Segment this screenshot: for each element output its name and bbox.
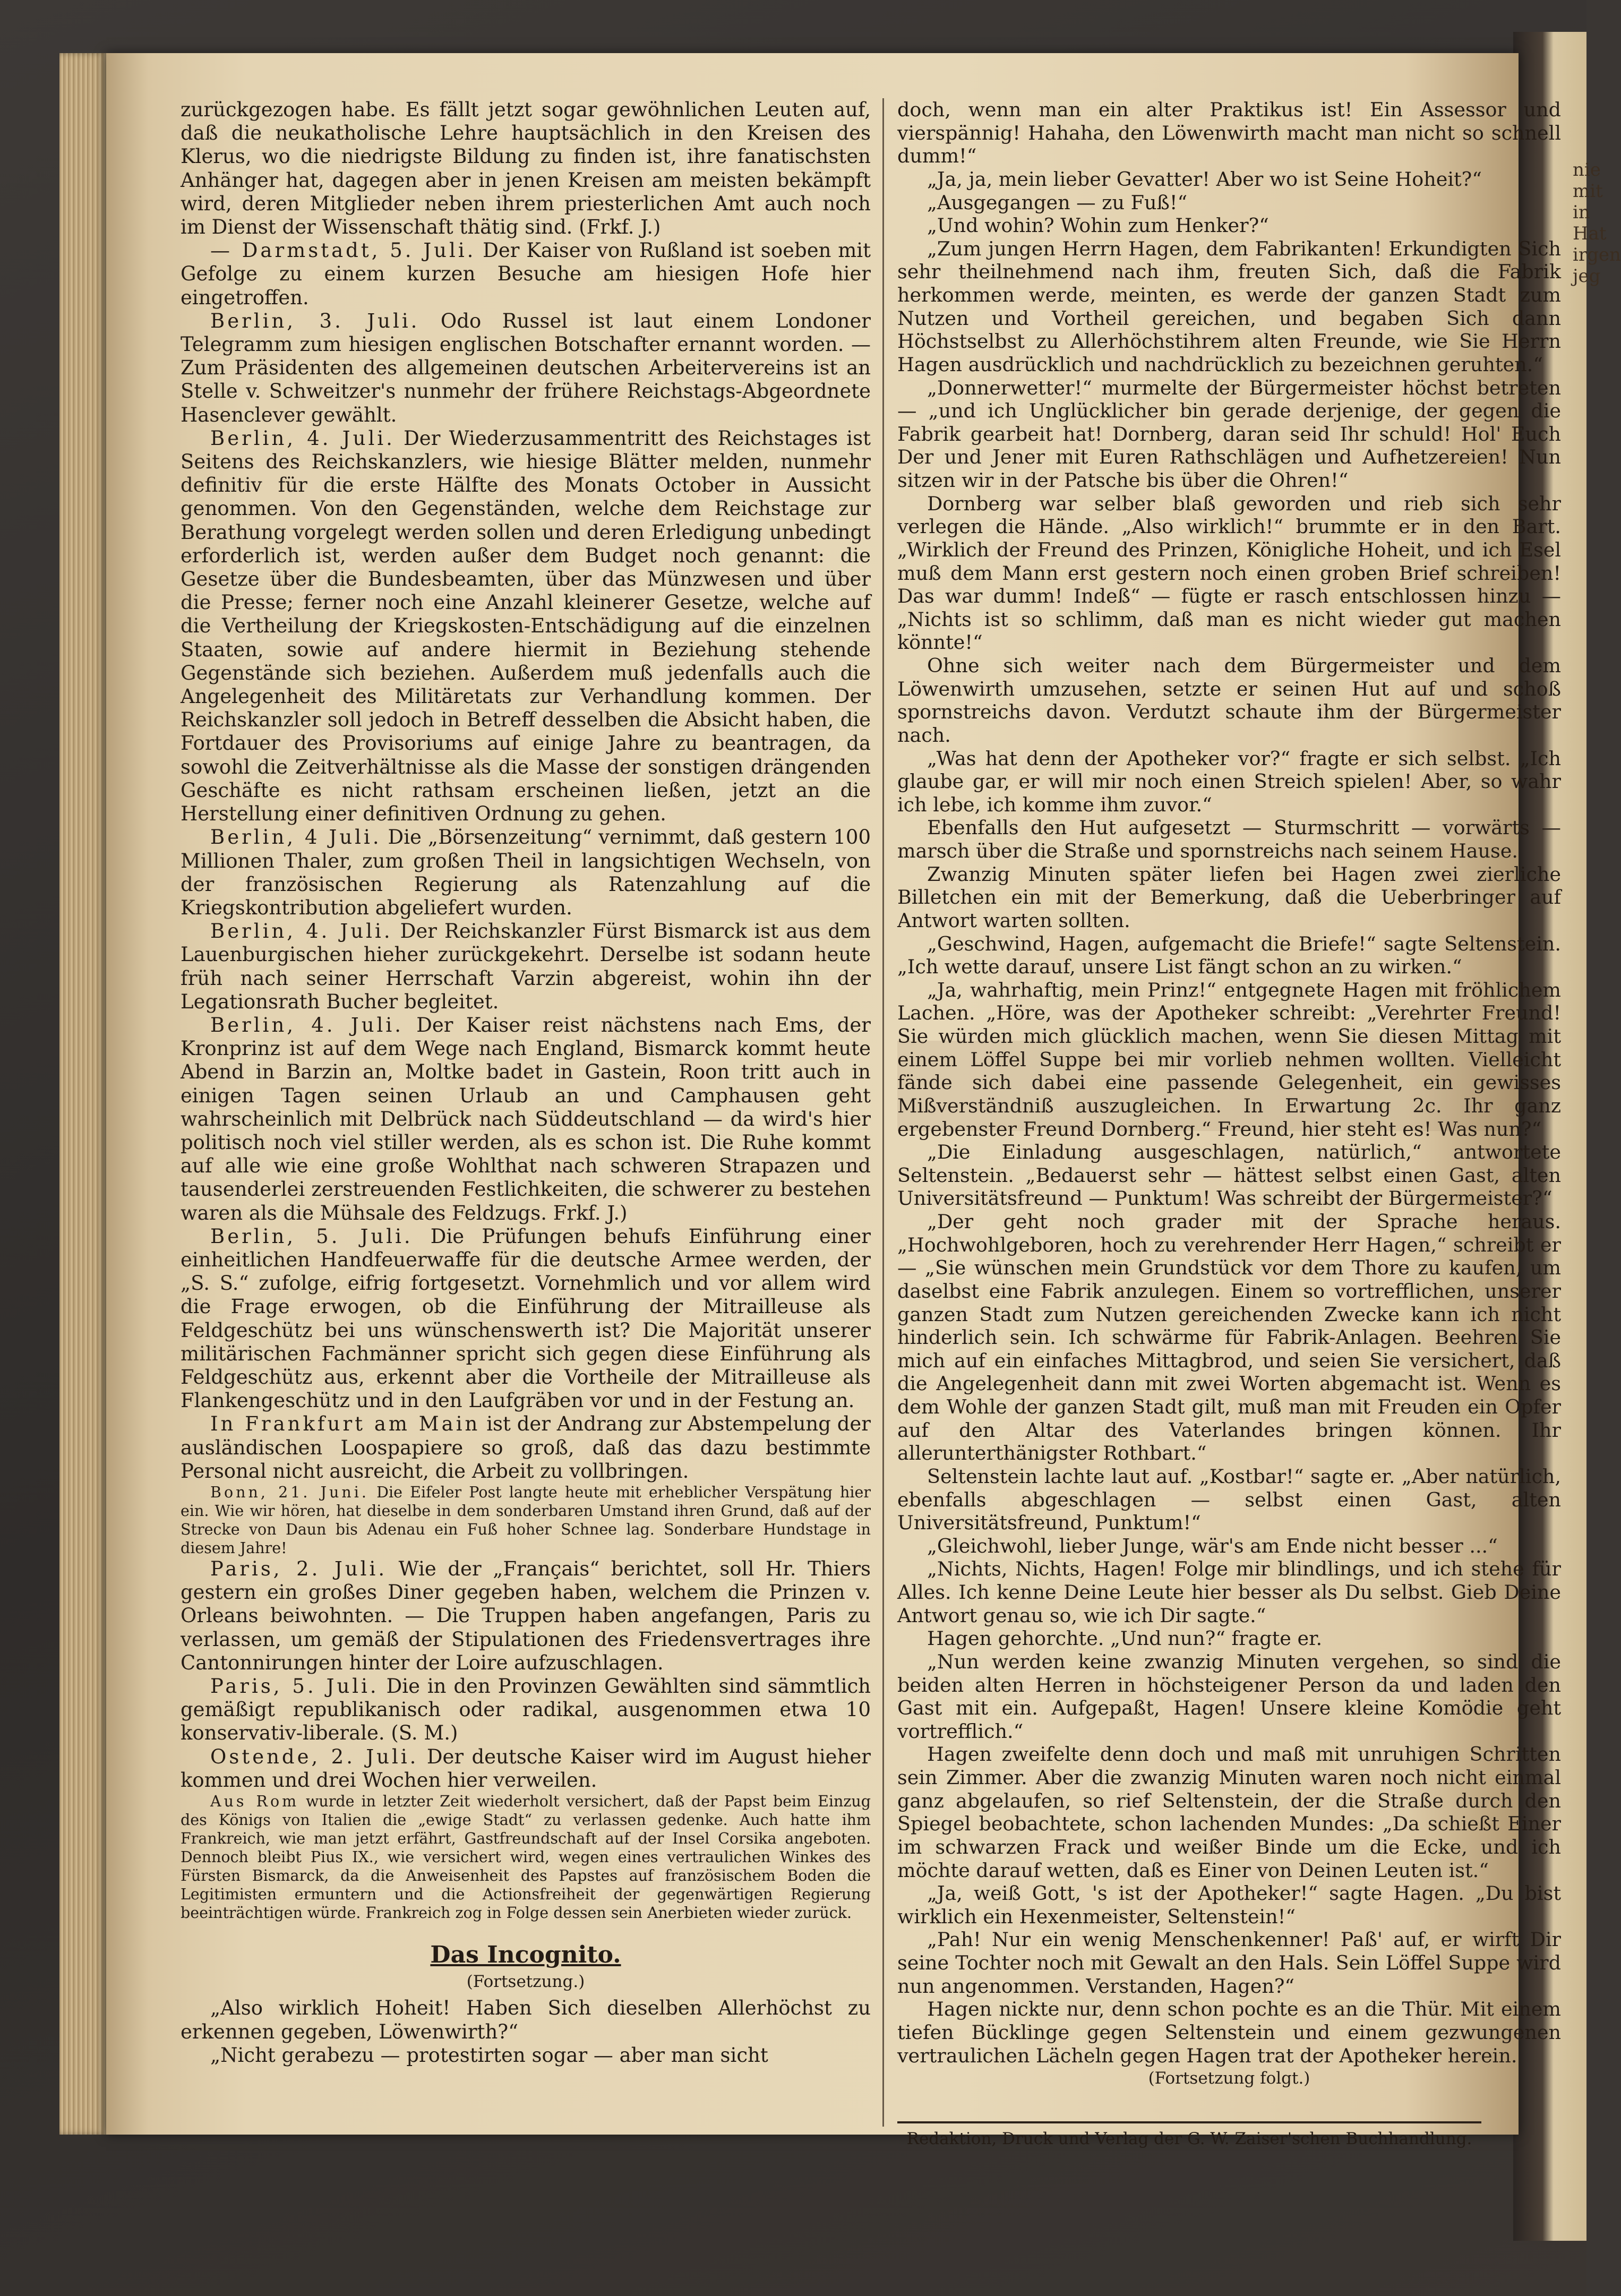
paragraph-text: Der deutsche Kaiser wird im August hieher kommen und drei Wochen hier verweilen.	[181, 1745, 871, 1792]
article-paragraph	[897, 168, 1561, 191]
article-paragraph	[897, 214, 1561, 237]
article-paragraph	[181, 1412, 871, 1483]
paragraph-text: Hagen zweifelte denn doch und maß mit unruhigen Schritten sein Zimmer. Aber die zwanzig Minuten waren noch nicht einmal ganz abgelaufen, so rief Seltenstein, der die Straße durch den Spiegel beobachtete, schon lachenden Mundes: „Da schießt Einer im schwarzen Frack und weißer Binde um die Ecke, und ich möchte darauf wetten, daß es Einer von Deinen Leuten ist.“	[897, 1743, 1561, 1882]
article-paragraph	[897, 932, 1561, 979]
paragraph-text: Odo Russel ist laut einem Londoner Telegramm zum hiesigen englischen Botschafter ernannt worden. — Zum Präsidenten des allgemeinen deutschen Arbeitervereins ist an Stelle v. Schweitzer's nunmehr der frühere Reichstags-Abgeordnete Hasenclever gewählt.	[181, 309, 871, 426]
continued-paragraph	[181, 98, 871, 239]
article-paragraph	[897, 654, 1561, 747]
paragraph-text: Der Kaiser von Rußland ist soeben mit Gefolge zu einem kurzen Besuche am hiesigen Hofe hier eingetroffen.	[181, 239, 871, 309]
dateline: Berlin, 4. Juli.	[210, 426, 395, 450]
article-paragraph	[181, 1675, 871, 1745]
paragraph-text: „Pah! Nur ein wenig Menschenkenner! Paß' auf, er wirft Dir seine Tochter noch mit Gewalt an den Hals. Sein Löffel Suppe wird nun angenommen. Verstanden, Hagen?“	[897, 1928, 1561, 1998]
article-paragraph	[897, 492, 1561, 654]
paragraph-text: „Was hat denn der Apotheker vor?“ fragte er sich selbst. „Ich glaube gar, er will mir noch einen Streich spielen! Aber, so wahr ich lebe, ich komme ihm zuvor.“	[897, 747, 1561, 816]
dateline: Bonn, 21. Juni.	[210, 1483, 369, 1501]
paragraph-text: „Der geht noch grader mit der Sprache heraus. „Hochwohlgeboren, hoch zu verehrender Herr Hagen,“ schreibt er — „Sie wünschen mein Grundstück vor dem Thore zu kaufen, um daselbst eine Fabrik anzulegen. Einem so vortrefflichen, unserer ganzen Stadt zum Nutzen gereichenden Zwecke kann ich nicht hinderlich sein. Ich schwärme für Fabrik-Anlagen. Beehren Sie mich auf ein einfaches Mittagbrod, und seien Sie versichert, daß die Angelegenheit dann mit zwei Worten abgemacht ist. Wenn es dem Wohle der ganzen Stadt gilt, muß man mit Freuden ein Opfer auf den Altar des Vaterlandes bringen können. Ihr allerunterthänigster Rothbart.“	[897, 1210, 1561, 1465]
article-paragraph	[897, 1210, 1561, 1465]
article-paragraph	[897, 816, 1561, 862]
continuation-note: (Fortsetzung folgt.)	[1148, 2069, 1310, 2088]
story-title: Das Incognito.	[430, 1941, 621, 1969]
article-paragraph	[897, 237, 1561, 376]
news-brief	[181, 1792, 871, 1922]
article-paragraph	[897, 1928, 1561, 1998]
paragraph-text: Die Eifeler Post langte heute mit erheblicher Verspätung hier ein. Wie wir hören, hat dieselbe in dem sonderbaren Umstand ihren Grund, daß auf der Strecke von Daun bis Adenau ein Fuß hoher Schnee lag. Sonderbare Hundstage in diesem Jahre!	[181, 1483, 871, 1557]
article-paragraph	[897, 191, 1561, 215]
paragraph-text: Der Reichskanzler Fürst Bismarck ist aus dem Lauenburgischen hieher zurückgekehrt. Derselbe ist sodann heute früh nach seiner Herrschaft Varzin abgereist, wohin ihn der Legationsrath Bucher begleitet.	[181, 920, 871, 1013]
paragraph-text: Zwanzig Minuten später liefen bei Hagen zwei zierliche Billetchen ein mit der Bemerkung, daß die Ueberbringer auf Antwort warten sollten.	[897, 862, 1561, 932]
article-paragraph	[181, 826, 871, 920]
dateline: In Frankfurt am Main	[210, 1412, 481, 1436]
article-paragraph	[897, 376, 1561, 492]
article-paragraph	[181, 1557, 871, 1675]
imprint-footer: Redaktion, Druck und Verlag der G. W. Zaiser'schen Buchhandlung.	[906, 2129, 1472, 2148]
story-paragraph: „Nicht gerabezu — protestirten sogar — aber man sicht	[210, 2043, 768, 2067]
paragraph-text: „Donnerwetter!“ murmelte der Bürgermeister höchst betreten — „und ich Unglücklicher bin gerade derjenige, der gegen die Fabrik gearbeit hat! Dornberg, daran seid Ihr schuld! Hol' Euch Der und Jener mit Euren Rathschlägen und Aufhetzereien! Nun sitzen wir in der Patsche bis über die Ohren!“	[897, 376, 1561, 492]
paragraph-text: „Zum jungen Herrn Hagen, dem Fabrikanten! Erkundigten Sich sehr theilnehmend nach ihm, freuten Sich, daß die Fabrik herkommen werde, meinten, es werde der ganzen Stadt zum Nutzen und Vortheil gereichen, und begaben Sich dann Höchstselbst zu Allerhöchstihrem alten Freunde, wie Sie Herrn Hagen ausdrücklich und nachdrücklich zu bezeichnen geruhten.“	[897, 237, 1561, 376]
article-paragraph	[897, 747, 1561, 817]
story-subtitle: (Fortsetzung.)	[466, 1972, 585, 1992]
continued-paragraph	[897, 98, 1561, 168]
paragraph-text: „Geschwind, Hagen, aufgemacht die Briefe!“ sagte Seltenstein. „Ich wette darauf, unsere List fängt schon an zu wirken.“	[897, 932, 1561, 979]
paragraph-text: Der Wiederzusammentritt des Reichstages ist Seitens des Reichskanzlers, wie hiesige Blätter melden, nunmehr definitiv für die erste Hälfte des Monats October in Aussicht genommen. Von den Gegenständen, welche dem Reichstage zur Berathung vorgelegt werden sollen und deren Erledigung unbedingt erforderlich ist, werden außer dem Budget noch genannt: die Gesetze über die Bundesbeamten, über das Münzwesen und über die Presse; ferner noch eine Anzahl kleinerer Gesetze, welche auf die Vertheilung der Kriegskosten-Entschädigung auf die einzelnen Staaten, sowie auf andere hiermit in Beziehung stehende Gegenstände sich beziehen. Außerdem muß jedenfalls auch die Angelegenheit des Militäretats zur Verhandlung kommen. Der Reichskanzler soll jedoch in Betreff desselben die Absicht haben, die Fortdauer des Provisoriums auf einige Jahre zu beantragen, da sowohl die Zeitverhältnisse als die Masse der sonstigen drängenden Geschäfte es nicht rathsam erscheinen ließen, jetzt an die Herstellung einer definitiven Ordnung zu gehen.	[181, 426, 871, 826]
paragraph-text: Die „Börsenzeitung“ vernimmt, daß gestern 100 Millionen Thaler, zum großen Theil in langsichtigen Wechseln, von der französischen Regierung als Ratenzahlung auf die Kriegskontribution abgeliefert wurden.	[181, 826, 871, 919]
adjacent-page-text: nie mit in Hat irgen jeg	[1573, 159, 1621, 287]
article-paragraph	[181, 427, 871, 826]
article-paragraph	[181, 310, 871, 427]
paragraph-text: wurde in letzter Zeit wiederholt versichert, daß der Papst beim Einzug des Königs von Italien die „ewige Stadt“ zu verlassen gedenke. Auch hatte ihm Frankreich, wie man jetzt erfährt, Gastfreundschaft auf der Insel Corsika angeboten. Dennoch bleibt Pius IX., wie versichert wird, wegen eines vertraulichen Winkes des Fürsten Bismarck, da die Anweisenheit des Papstes auf französischem Boden die Legitimisten ermuntern und die Actionsfreiheit der gegenwärtigen Regierung beeinträchtigen würde. Frankreich zog in Folge dessen sein Anerbieten wieder zurück.	[181, 1793, 871, 1922]
paragraph-text: Wie der „Français“ berichtet, soll Hr. Thiers gestern ein großes Diner gegeben haben, welchem die Prinzen v. Orleans beiwohnten. — Die Truppen haben angefangen, Paris zu verlassen, um gemäß der Stipulationen des Friedensvertrages ihre Cantonnirungen hinter der Loire aufzuschlagen.	[181, 1557, 871, 1674]
paragraph-text: zurückgezogen habe. Es fällt jetzt sogar gewöhnlichen Leuten auf, daß die neukatholische Lehre hauptsächlich in den Kreisen des Klerus, wo die niedrigste Bildung zu finden ist, ihre fanatischsten Anhänger hat, dagegen aber in jenen Kreisen am meisten bekämpft wird, deren Mitglieder neben ihrem priesterlichen Amt auch noch im Dienst der Wissenschaft thätig sind. (Frkf. J.)	[181, 98, 871, 239]
paragraph-text: „Und wohin? Wohin zum Henker?“	[927, 214, 1269, 237]
article-paragraph	[897, 1650, 1561, 1743]
dateline: Berlin, 4. Juli.	[210, 920, 393, 943]
dateline: Berlin, 5. Juli.	[210, 1224, 413, 1248]
paragraph-text: doch, wenn man ein alter Praktikus ist! Ein Assessor und vierspännig! Hahaha, den Löwenwirth macht man nicht so schnell dumm!“	[897, 98, 1561, 168]
dateline: — Darmstadt, 5. Juli.	[210, 239, 476, 262]
paragraph-text: „Gleichwohl, lieber Junge, wär's am Ende nicht besser ...“	[927, 1534, 1498, 1557]
paragraph-text: ist der Andrang zur Abstempelung der ausländischen Loospapiere so groß, daß das dazu bestimmte Personal nicht ausreicht, die Arbeit zu vollbringen.	[181, 1412, 871, 1483]
article-paragraph	[897, 1627, 1561, 1650]
paragraph-text: „Ja, weiß Gott, 's ist der Apotheker!“ sagte Hagen. „Du bist wirklich ein Hexenmeister, Seltenstein!“	[897, 1882, 1561, 1928]
article-paragraph	[897, 1882, 1561, 1928]
paragraph-text: Die Prüfungen behufs Einführung einer einheitlichen Handfeuerwaffe für die deutsche Armee werden, der „S. S.“ zufolge, eifrig fortgesetzt. Vornehmlich und vor allem wird die Frage erwogen, ob die Einführung der Mitrailleuse als Feldgeschütz bei uns wünschenswerth ist? Die Majorität unserer militärischen Fachmänner spricht sich gegen diese Einführung als Feldgeschütz aus, erkennt aber die Vortheile der Mitrailleuse als Flankengeschütz und in den Laufgräben vor und in der Festung an.	[181, 1224, 871, 1412]
column-divider	[882, 98, 884, 2127]
article-paragraph	[897, 1557, 1561, 1627]
paragraph-text: Seltenstein lachte laut auf. „Kostbar!“ sagte er. „Aber natürlich, ebenfalls abgeschlagen — selbst einen Gast, alten Universitätsfreund, Punktum!“	[897, 1464, 1561, 1535]
article-paragraph	[181, 239, 871, 310]
article-paragraph	[181, 1745, 871, 1792]
news-brief	[181, 1483, 871, 1557]
article-paragraph	[897, 979, 1561, 1141]
dateline: Paris, 5. Juli.	[210, 1675, 379, 1698]
dateline: Berlin, 4. Juli.	[210, 1013, 404, 1036]
article-paragraph	[897, 1743, 1561, 1882]
dateline: Aus Rom	[210, 1793, 299, 1811]
dateline: Paris, 2. Juli.	[210, 1557, 388, 1580]
book-page-edges	[59, 53, 107, 2135]
paragraph-text: Dornberg war selber blaß geworden und rieb sich sehr verlegen die Hände. „Also wirklich!“ brummte er in den Bart. „Wirklich der Freund des Prinzen, Königliche Hoheit, und ich Esel muß dem Mann erst gestern noch einen groben Brief schreiben! Das war dumm! Indeß“ — fügte er rasch entschlossen hinzu — „Nichts ist so schlimm, daß man es nicht wieder gut machen könnte!“	[897, 492, 1561, 654]
paragraph-text: Ohne sich weiter nach dem Bürgermeister und dem Löwenwirth umzusehen, setzte er seinen Hut auf und schoß spornstreichs davon. Verdutzt schaute ihm der Bürgermeister nach.	[897, 654, 1561, 747]
story-paragraph: „Also wirklich Hoheit! Haben Sich dieselben Allerhöchst zu erkennen gegeben, Löwenwirth?“	[181, 1997, 871, 2043]
article-paragraph	[897, 1998, 1561, 2067]
left-column	[181, 98, 871, 2067]
paragraph-text: Der Kaiser reist nächstens nach Ems, der Kronprinz ist auf dem Wege nach England, Bismarck kommt heute Abend in Barzin an, Moltke badet in Gastein, Roon tritt auch in einigen Tagen seinen Urlaub an und Camphausen geht wahrscheinlich mit Delbrück nach Süddeutschland — da wird's hier politisch noch viel stiller werden, als es schon ist. Die Ruhe kommt auf alle wie eine große Wohlthat nach schweren Strapazen und tausenderlei zerstreuenden Festlichkeiten, die schwerer zu bestehen waren als die Mühsale des Feldzugs. Frkf. J.)	[181, 1013, 871, 1224]
dateline: Berlin, 3. Juli.	[210, 309, 420, 332]
paragraph-text: „Nichts, Nichts, Hagen! Folge mir blindlings, und ich stehe für Alles. Ich kenne Deine Leute hier besser als Du selbst. Gieb Deine Antwort genau so, wie ich Dir sagte.“	[897, 1557, 1561, 1627]
footer-rule	[897, 2121, 1481, 2123]
article-paragraph	[897, 1535, 1561, 1558]
article-paragraph	[897, 1465, 1561, 1535]
paragraph-text: „Ausgegangen — zu Fuß!“	[927, 191, 1188, 214]
paragraph-text: „Ja, wahrhaftig, mein Prinz!“ entgegnete Hagen mit fröhlichem Lachen. „Höre, was der Apotheker schreibt: „Verehrter Freund! Sie würden mich glücklich machen, wenn Sie diesen Mittag mit einem Löffel Suppe bei mir vorlieb nehmen wollten. Vielleicht fände sich dabei eine passende Gelegenheit, ein gewisses Mißverständniß auszugleichen. In Erwartung 2c. Ihr ganz ergebenster Freund Dornberg.“ Freund, hier steht es! Was nun?“	[897, 978, 1561, 1141]
article-paragraph	[181, 920, 871, 1014]
paragraph-text: „Ja, ja, mein lieber Gevatter! Aber wo ist Seine Hoheit?“	[927, 167, 1482, 191]
paragraph-text: Hagen nickte nur, denn schon pochte es an die Thür. Mit einem tiefen Bücklinge gegen Seltenstein und einem gezwungenen vertraulichen Lächeln gegen Hagen trat der Apotheker herein.	[897, 1998, 1561, 2067]
dateline: Ostende, 2. Juli.	[210, 1745, 419, 1768]
article-paragraph	[181, 1014, 871, 1225]
right-column	[897, 98, 1561, 2091]
dateline: Berlin, 4 Juli.	[210, 826, 382, 849]
paragraph-text: Die in den Provinzen Gewählten sind sämmtlich gemäßigt republikanisch oder radikal, ausgenommen etwa 10 konservativ-liberale. (S. M.)	[181, 1675, 871, 1745]
article-paragraph	[897, 1141, 1561, 1210]
paragraph-text: „Nun werden keine zwanzig Minuten vergehen, so sind die beiden alten Herren in höchsteigener Person da und laden den Gast mit ein. Aufgepaßt, Hagen! Unsere kleine Komödie geht vortrefflich.“	[897, 1650, 1561, 1743]
article-paragraph	[181, 1225, 871, 1413]
paragraph-text: Ebenfalls den Hut aufgesetzt — Sturmschritt — vorwärts — marsch über die Straße und spornstreichs nach seinem Hause.	[897, 816, 1561, 862]
paragraph-text: „Die Einladung ausgeschlagen, natürlich,“ antwortete Seltenstein. „Bedauerst sehr — hättest selbst einen Gast, alten Universitätsfreund — Punktum! Was schreibt der Bürgermeister?“	[897, 1141, 1561, 1210]
article-paragraph	[897, 863, 1561, 932]
paragraph-text: Hagen gehorchte. „Und nun?“ fragte er.	[927, 1627, 1323, 1650]
